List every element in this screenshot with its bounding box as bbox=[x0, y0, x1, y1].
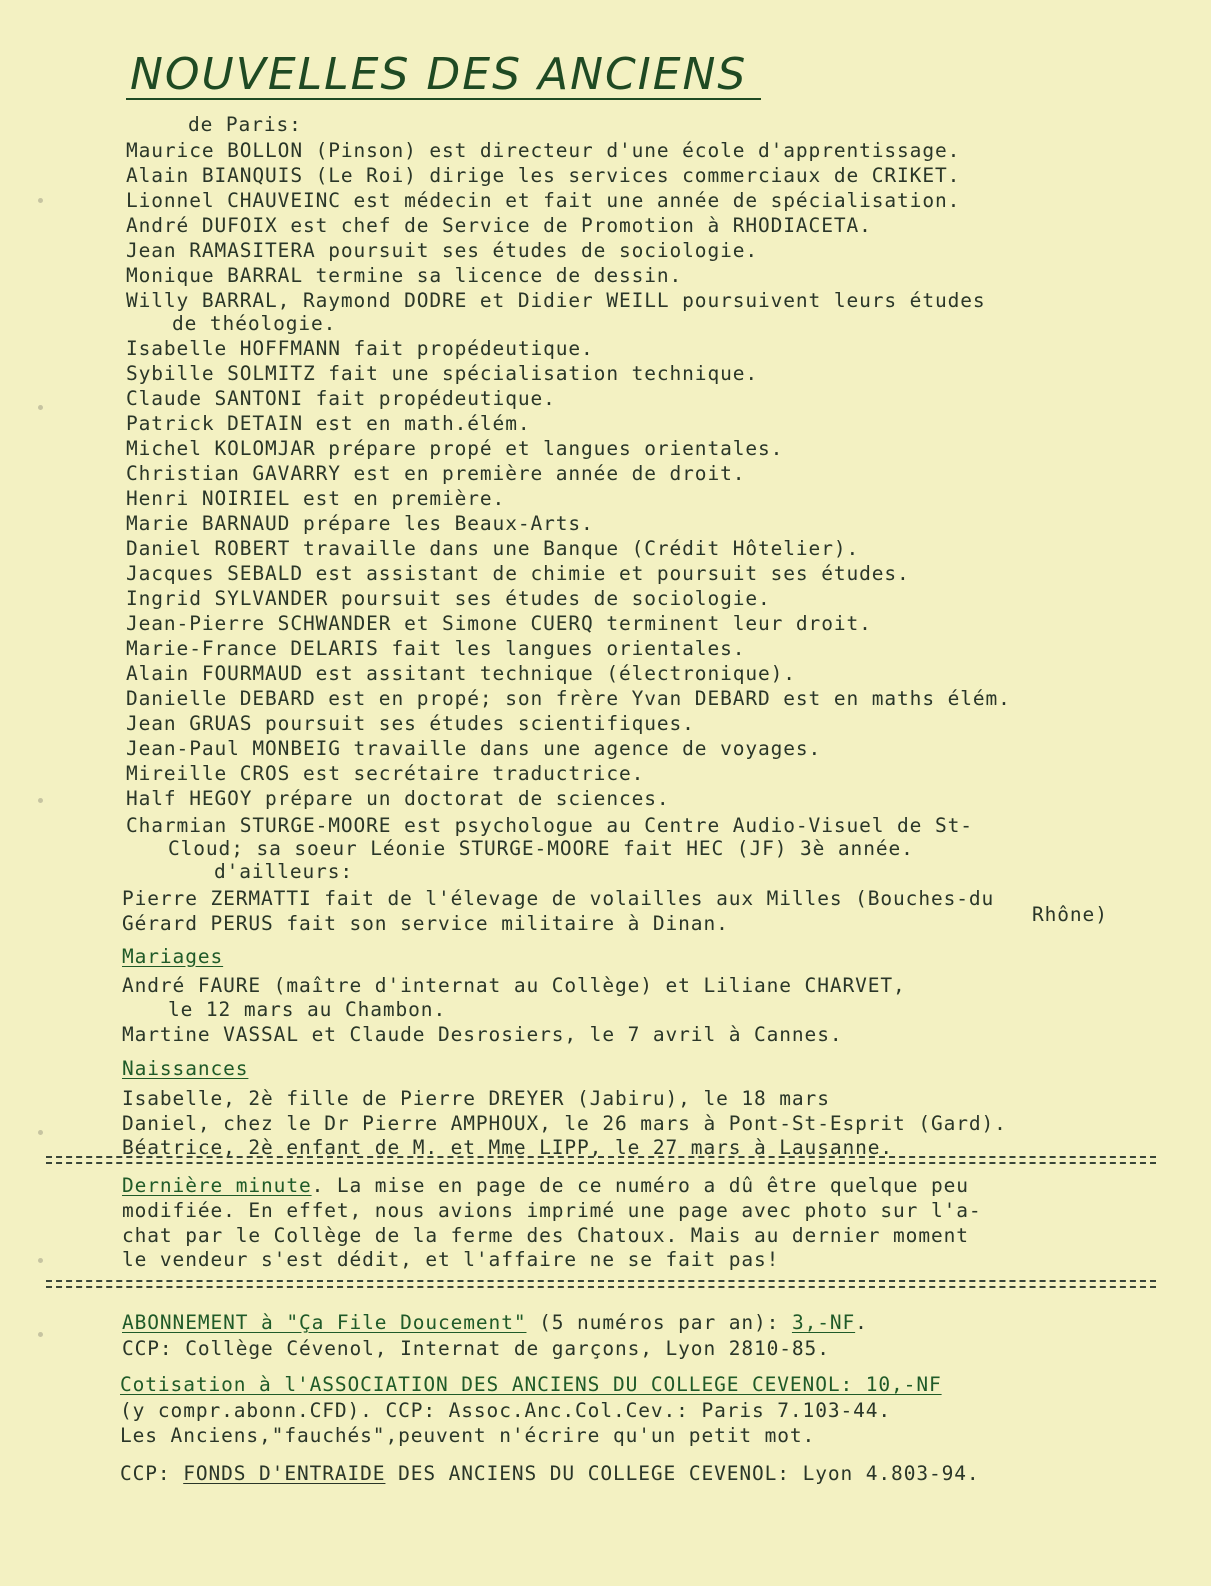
paper-mark bbox=[38, 198, 43, 203]
subscription-line bbox=[122, 1312, 868, 1334]
news-line: de théologie. bbox=[172, 312, 337, 335]
paper-mark bbox=[38, 1130, 43, 1135]
section-heading-naissances: Naissances bbox=[122, 1057, 249, 1080]
news-line: Marie BARNAUD prépare les Beaux-Arts. bbox=[126, 512, 594, 535]
news-line: chat par le Collège de la ferme des Chatoux. Mais au dernier moment bbox=[122, 1224, 969, 1247]
news-line: Martine VASSAL et Claude Desrosiers, le 7 avril à Cannes. bbox=[122, 1023, 843, 1046]
news-line: Claude SANTONI fait propédeutique. bbox=[126, 387, 556, 410]
fund-label: FONDS D'ENTRAIDE bbox=[183, 1462, 386, 1485]
subscription-label: ABONNEMENT à "Ça File Doucement" bbox=[122, 1311, 527, 1334]
news-line: Gérard PERUS fait son service militaire à Dinan. bbox=[122, 912, 729, 935]
news-line: Daniel ROBERT travaille dans une Banque (Crédit Hôtelier). bbox=[126, 537, 860, 560]
separator-line bbox=[46, 1280, 1156, 1288]
section-heading-mariages: Mariages bbox=[122, 945, 224, 968]
section-heading-ailleurs: d'ailleurs: bbox=[214, 860, 354, 883]
news-line: Rhône) bbox=[1032, 903, 1108, 926]
news-line: Pierre ZERMATTI fait de l'élevage de volailles aux Milles (Bouches-du bbox=[122, 887, 995, 910]
subscription-ccp: CCP: Collège Cévenol, Internat de garçons, Lyon 2810-85. bbox=[122, 1337, 830, 1360]
news-line: Monique BARRAL termine sa licence de dessin. bbox=[126, 264, 683, 287]
membership-line: Les Anciens,"fauchés",peuvent n'écrire qu'un petit mot. bbox=[120, 1424, 816, 1447]
news-line: Jean-Paul MONBEIG travaille dans une agence de voyages. bbox=[126, 737, 822, 760]
news-line: Daniel, chez le Dr Pierre AMPHOUX, le 26 mars à Pont-St-Esprit (Gard). bbox=[122, 1112, 1007, 1135]
section-heading-paris: de Paris: bbox=[188, 113, 302, 136]
fund-line bbox=[120, 1463, 980, 1485]
membership-line: (y compr.abonn.CFD). CCP: Assoc.Anc.Col.Cev.: Paris 7.103-44. bbox=[120, 1399, 892, 1422]
news-line: Jean RAMASITERA poursuit ses études de sociologie. bbox=[126, 239, 758, 262]
news-line: le 12 mars au Chambon. bbox=[168, 998, 447, 1021]
news-line: Alain FOURMAUD est assitant technique (électronique). bbox=[126, 662, 796, 685]
news-line: Mireille CROS est secrétaire traductrice. bbox=[126, 762, 645, 785]
news-line: Béatrice, 2è enfant de M. et Mme LIPP, le 27 mars à Lausanne. bbox=[122, 1136, 894, 1159]
last-minute-line bbox=[122, 1175, 969, 1197]
news-line: Ingrid SYLVANDER poursuit ses études de sociologie. bbox=[126, 587, 771, 610]
news-text: . La mise en page de ce numéro a dû être quelque peu bbox=[311, 1174, 969, 1197]
news-line: Jean GRUAS poursuit ses études scientifiques. bbox=[126, 712, 695, 735]
subscription-price: 3,-NF bbox=[791, 1311, 856, 1334]
news-line: Willy BARRAL, Raymond DODRE et Didier WEILL poursuivent leurs études bbox=[126, 289, 986, 312]
news-line: André FAURE (maître d'internat au Collège) et Liliane CHARVET, bbox=[122, 974, 906, 997]
paper-mark bbox=[38, 798, 43, 803]
news-line: Sybille SOLMITZ fait une spécialisation technique. bbox=[126, 362, 758, 385]
news-line: Jacques SEBALD est assistant de chimie et poursuit ses études. bbox=[126, 562, 910, 585]
fund-prefix: CCP: bbox=[120, 1462, 184, 1485]
section-heading-derniere: Dernière minute bbox=[122, 1174, 312, 1197]
news-line: Marie-France DELARIS fait les langues orientales. bbox=[126, 637, 746, 660]
news-line: Henri NOIRIEL est en première. bbox=[126, 487, 506, 510]
paper-mark bbox=[38, 405, 43, 410]
subscription-end: . bbox=[855, 1311, 868, 1334]
news-line: modifiée. En effet, nous avions imprimé une page avec photo sur l'a- bbox=[122, 1199, 982, 1222]
subscription-text: (5 numéros par an): bbox=[526, 1311, 792, 1334]
page-title: NOUVELLES DES ANCIENS bbox=[126, 52, 761, 100]
news-line: Half HEGOY prépare un doctorat de sciences. bbox=[126, 787, 670, 810]
news-line: le vendeur s'est dédit, et l'affaire ne se fait pas! bbox=[122, 1248, 780, 1271]
news-line: Isabelle HOFFMANN fait propédeutique. bbox=[126, 337, 594, 360]
separator-line bbox=[46, 1156, 1156, 1164]
news-line: Cloud; sa soeur Léonie STURGE-MOORE fait HEC (JF) 3è année. bbox=[168, 837, 914, 860]
news-line: Jean-Pierre SCHWANDER et Simone CUERQ terminent leur droit. bbox=[126, 612, 872, 635]
news-line: Maurice BOLLON (Pinson) est directeur d'une école d'apprentissage. bbox=[126, 139, 961, 162]
fund-text: DES ANCIENS DU COLLEGE CEVENOL: Lyon 4.803-94. bbox=[385, 1462, 980, 1485]
paper-mark bbox=[38, 1332, 43, 1337]
news-line: Isabelle, 2è fille de Pierre DREYER (Jabiru), le 18 mars bbox=[122, 1087, 830, 1110]
news-line: Charmian STURGE-MOORE est psychologue au Centre Audio-Visuel de St- bbox=[126, 814, 973, 837]
news-line: Lionnel CHAUVEINC est médecin et fait une année de spécialisation. bbox=[126, 189, 961, 212]
news-line: André DUFOIX est chef de Service de Promotion à RHODIACETA. bbox=[126, 214, 872, 237]
news-line: Patrick DETAIN est en math.élém. bbox=[126, 412, 531, 435]
news-line: Danielle DEBARD est en propé; son frère Yvan DEBARD est en maths élém. bbox=[126, 687, 1011, 710]
paper-mark bbox=[38, 1258, 43, 1263]
membership-label: Cotisation à l'ASSOCIATION DES ANCIENS DU COLLEGE CEVENOL: 10,-NF bbox=[120, 1373, 942, 1396]
news-line: Christian GAVARRY est en première année de droit. bbox=[126, 462, 746, 485]
news-line: Alain BIANQUIS (Le Roi) dirige les services commerciaux de CRIKET. bbox=[126, 164, 961, 187]
news-line: Michel KOLOMJAR prépare propé et langues orientales. bbox=[126, 437, 784, 460]
